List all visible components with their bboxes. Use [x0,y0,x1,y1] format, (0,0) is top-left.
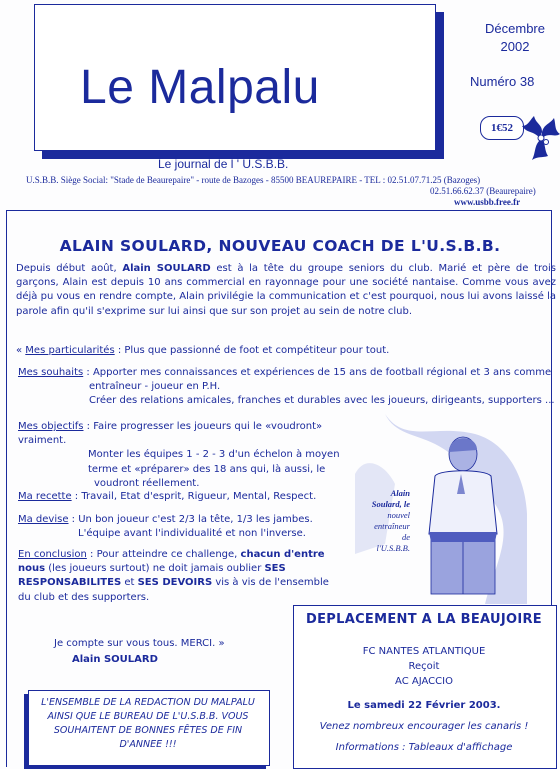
section-recette [18,490,348,504]
club-phone: 02.51.66.62.37 (Beaurepaire) [430,186,536,196]
text-objectifs-2: Monter les équipes 1 - 2 - 3 d'un échelon à moyen [88,449,340,461]
price-badge: 1€52 [480,116,524,140]
text-particularites: : Plus que passionné de foot et compétiteur pour tout. [114,345,390,356]
intro-text-2: est à la tête du groupe seniors du club. Marié et père de trois garçons, Alain est depuis 10 ans commercial en rayonnage pour une société nantaise. Comme vous avez déjà pu vous en rendre compte, Alain privilégie la communication et c'est pourquoi, nous lui avons laissé la parole afin qu'il s'exprime sur lui ainsi que sur son projet au sein de notre club. [16,263,556,317]
text-souhaits-1: : Apporter mes connaissances et expériences de 15 ans de football régional et 3 ans comme [83,367,552,378]
conclusion-text-d: SES RESPONSABILITES [18,563,286,589]
farewell-message: L'ENSEMBLE DE LA REDACTION DU MALPALU AINSI QUE LE BUREAU DE L'U.S.B.B. VOUS SOUHAITENT DE BONNES FÊTES DE FIN D'ANNEE !!! [41,697,255,750]
club-address: U.S.B.B. Siège Social: "Stade de Beaurepaire" - route de Bazoges - 85500 BEAUREPAIRE - TEL : 02.51.07.71.25 (Bazoges) [26,175,481,185]
caption-line-1: Alain [390,488,410,498]
section-objectifs [18,420,348,491]
label-souhaits: Mes souhaits [18,367,84,378]
text-objectifs-4: voudront réellement. [94,477,200,489]
text-objectifs-3: terme et «préparer» des 18 ans qui, là aussi, le [88,463,326,475]
event-title: DEPLACEMENT A LA BEAUJOIRE [306,612,542,627]
caption-line-5: de [401,532,410,542]
issue-date [470,20,560,56]
label-recette: Ma recette [18,491,72,502]
club-website: www.usbb.free.fr [454,197,521,207]
event-info: Informations : Tableaux d'affichage [335,742,513,753]
label-conclusion: En conclusion [18,549,87,560]
closing-line: Je compte sur vous tous. MERCI. » [54,638,225,649]
label-particularites: Mes particularités [25,345,115,356]
section-particularites [16,344,556,358]
article-intro [16,262,556,319]
conclusion-text-c: (les joueurs surtout) ne doit jamais oublier [45,563,265,575]
conclusion-text-f: SES DEVOIRS [137,577,213,589]
text-souhaits-2: entraîneur - joueur en P.H. [89,381,221,393]
issue-year: 2002 [500,39,530,54]
event-team-away: AC AJACCIO [395,676,453,687]
text-souhaits-3: Créer des relations amicales, franches et durables avec les joueurs, dirigeants, supporters ... [89,395,555,407]
conclusion-text-g: vis à vis de l'ensemble du club et des supporters. [18,577,329,603]
conclusion-text-a: : Pour atteindre ce challenge, [86,549,241,560]
text-recette: : Travail, Etat d'esprit, Rigueur, Mental, Respect. [71,491,317,502]
event-team-home: FC NANTES ATLANTIQUE [362,646,486,657]
quote-open: « [16,345,26,356]
conclusion-text-e: et [121,577,138,589]
text-devise-1: : Un bon joueur c'est 2/3 la tête, 1/3 les jambes. [68,514,313,525]
label-objectifs: Mes objectifs [18,421,84,432]
event-receives: Reçoit [408,661,440,672]
signature: Alain SOULARD [72,654,158,665]
text-devise-2: L'équipe avant l'individualité et non l'inverse. [78,528,306,540]
section-conclusion [18,548,344,605]
event-invite: Venez nombreux encourager les canaris ! [319,721,529,732]
text-objectifs-1: : Faire progresser les joueurs qui le «voudront» vraiment. [18,421,323,447]
issue-number: Numéro 38 [470,74,535,89]
section-devise [18,513,348,541]
holly-icon [520,112,560,162]
caption-line-4: entraîneur [374,521,410,531]
caption-line-3: nouvel [387,510,410,520]
photo-caption [350,488,410,554]
newsletter-title: Le Malpalu [80,61,320,114]
issue-month: Décembre [485,21,545,36]
intro-text: Depuis début août, [16,263,123,274]
conclusion-text-b: chacun d'entre nous [18,549,325,575]
coach-name: Alain SOULARD [122,263,211,274]
caption-line-6: l'U.S.B.B. [376,543,410,553]
caption-line-2: Soulard, le [371,499,410,509]
label-devise: Ma devise [18,514,69,525]
newsletter-subtitle: Le journal de l ' U.S.B.B. [158,157,289,171]
section-souhaits [18,366,558,409]
event-date: Le samedi 22 Février 2003. [347,700,501,711]
article-headline: ALAIN SOULARD, NOUVEAU COACH DE L'U.S.B.B. [59,237,501,255]
